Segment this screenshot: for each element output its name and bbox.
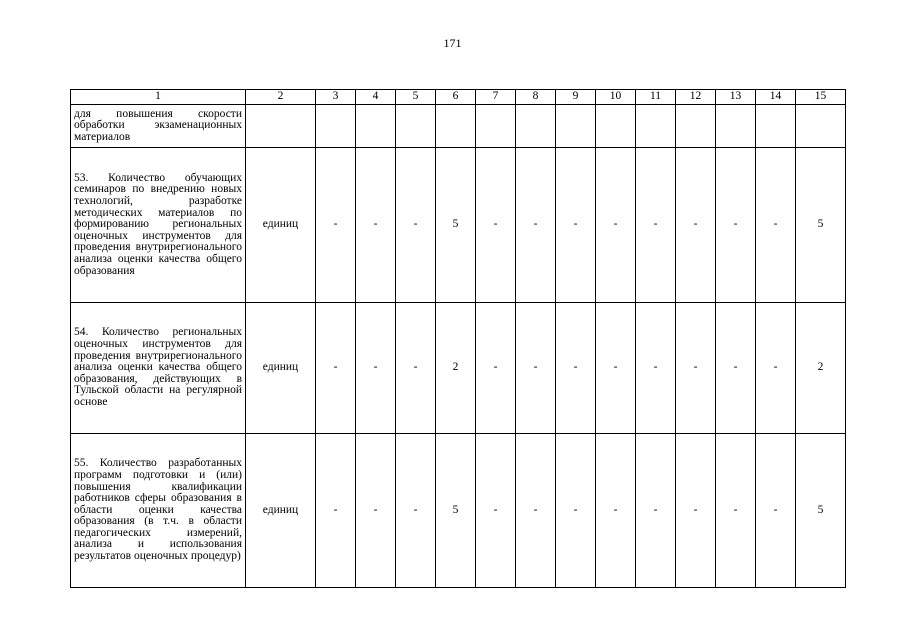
value-cell: - <box>716 434 756 588</box>
table-row <box>71 303 846 434</box>
value-cell: 5 <box>436 148 476 303</box>
table-row <box>71 105 846 148</box>
value-cell: - <box>316 434 356 588</box>
value-cell <box>316 105 356 148</box>
value-cell: - <box>596 148 636 303</box>
value-cell <box>516 105 556 148</box>
table-row <box>71 434 846 588</box>
column-header-6: 6 <box>436 90 476 105</box>
value-cell: - <box>516 148 556 303</box>
value-cell: - <box>676 303 716 434</box>
header-row <box>71 90 846 105</box>
value-cell <box>636 105 676 148</box>
column-header-10: 10 <box>596 90 636 105</box>
column-header-14: 14 <box>756 90 796 105</box>
column-header-11: 11 <box>636 90 676 105</box>
value-cell: - <box>316 148 356 303</box>
column-header-8: 8 <box>516 90 556 105</box>
unit-cell: единиц <box>246 148 316 303</box>
value-cell <box>476 105 516 148</box>
value-cell <box>676 105 716 148</box>
column-header-3: 3 <box>316 90 356 105</box>
value-cell: 5 <box>796 148 846 303</box>
column-header-1: 1 <box>71 90 246 105</box>
value-cell: - <box>556 303 596 434</box>
value-cell: - <box>596 434 636 588</box>
column-header-13: 13 <box>716 90 756 105</box>
value-cell: - <box>476 434 516 588</box>
unit-cell <box>246 105 316 148</box>
column-header-2: 2 <box>246 90 316 105</box>
value-cell: - <box>516 434 556 588</box>
value-cell: - <box>756 434 796 588</box>
value-cell <box>716 105 756 148</box>
value-cell: 5 <box>436 434 476 588</box>
value-cell: - <box>556 434 596 588</box>
value-cell: - <box>356 303 396 434</box>
value-cell <box>756 105 796 148</box>
value-cell: - <box>716 148 756 303</box>
value-cell: - <box>676 434 716 588</box>
value-cell: - <box>596 303 636 434</box>
value-cell: 2 <box>796 303 846 434</box>
value-cell: - <box>476 303 516 434</box>
value-cell: - <box>636 434 676 588</box>
column-header-7: 7 <box>476 90 516 105</box>
value-cell <box>796 105 846 148</box>
indicators-table <box>70 89 846 588</box>
value-cell: - <box>356 434 396 588</box>
value-cell: - <box>476 148 516 303</box>
value-cell <box>556 105 596 148</box>
value-cell: 2 <box>436 303 476 434</box>
value-cell: - <box>636 148 676 303</box>
value-cell: - <box>396 148 436 303</box>
value-cell: - <box>516 303 556 434</box>
indicator-description: 54. Количество региональных оценочных инструментов для проведения внутрирегионального анализа оценки качества общего образования, действующих в Тульской области на регулярной основе <box>71 303 246 434</box>
table-row <box>71 148 846 303</box>
unit-cell: единиц <box>246 303 316 434</box>
column-header-12: 12 <box>676 90 716 105</box>
value-cell: - <box>636 303 676 434</box>
indicator-description: 55. Количество разработанных программ подготовки и (или) повышения квалификации работников сферы образования в области оценки качества образования (в т.ч. в области педагогических измерений, анализа и использования результатов оценочных процедур) <box>71 434 246 588</box>
unit-cell: единиц <box>246 434 316 588</box>
value-cell: - <box>316 303 356 434</box>
value-cell: - <box>716 303 756 434</box>
column-header-4: 4 <box>356 90 396 105</box>
column-header-5: 5 <box>396 90 436 105</box>
value-cell: - <box>756 148 796 303</box>
value-cell <box>596 105 636 148</box>
column-header-15: 15 <box>796 90 846 105</box>
value-cell: 5 <box>796 434 846 588</box>
value-cell <box>396 105 436 148</box>
value-cell <box>436 105 476 148</box>
column-header-9: 9 <box>556 90 596 105</box>
value-cell: - <box>396 303 436 434</box>
indicator-description: для повышения скорости обработки экзаменационных материалов <box>71 105 246 148</box>
value-cell <box>356 105 396 148</box>
value-cell: - <box>396 434 436 588</box>
page-number: 171 <box>443 36 462 50</box>
table-body <box>71 105 846 588</box>
indicator-description: 53. Количество обучающих семинаров по внедрению новых технологий, разработке методических материалов по формированию региональных оценочных инструментов для проведения внутрирегионального анализа оценки качества общего образования <box>71 148 246 303</box>
value-cell: - <box>556 148 596 303</box>
value-cell: - <box>676 148 716 303</box>
value-cell: - <box>356 148 396 303</box>
value-cell: - <box>756 303 796 434</box>
